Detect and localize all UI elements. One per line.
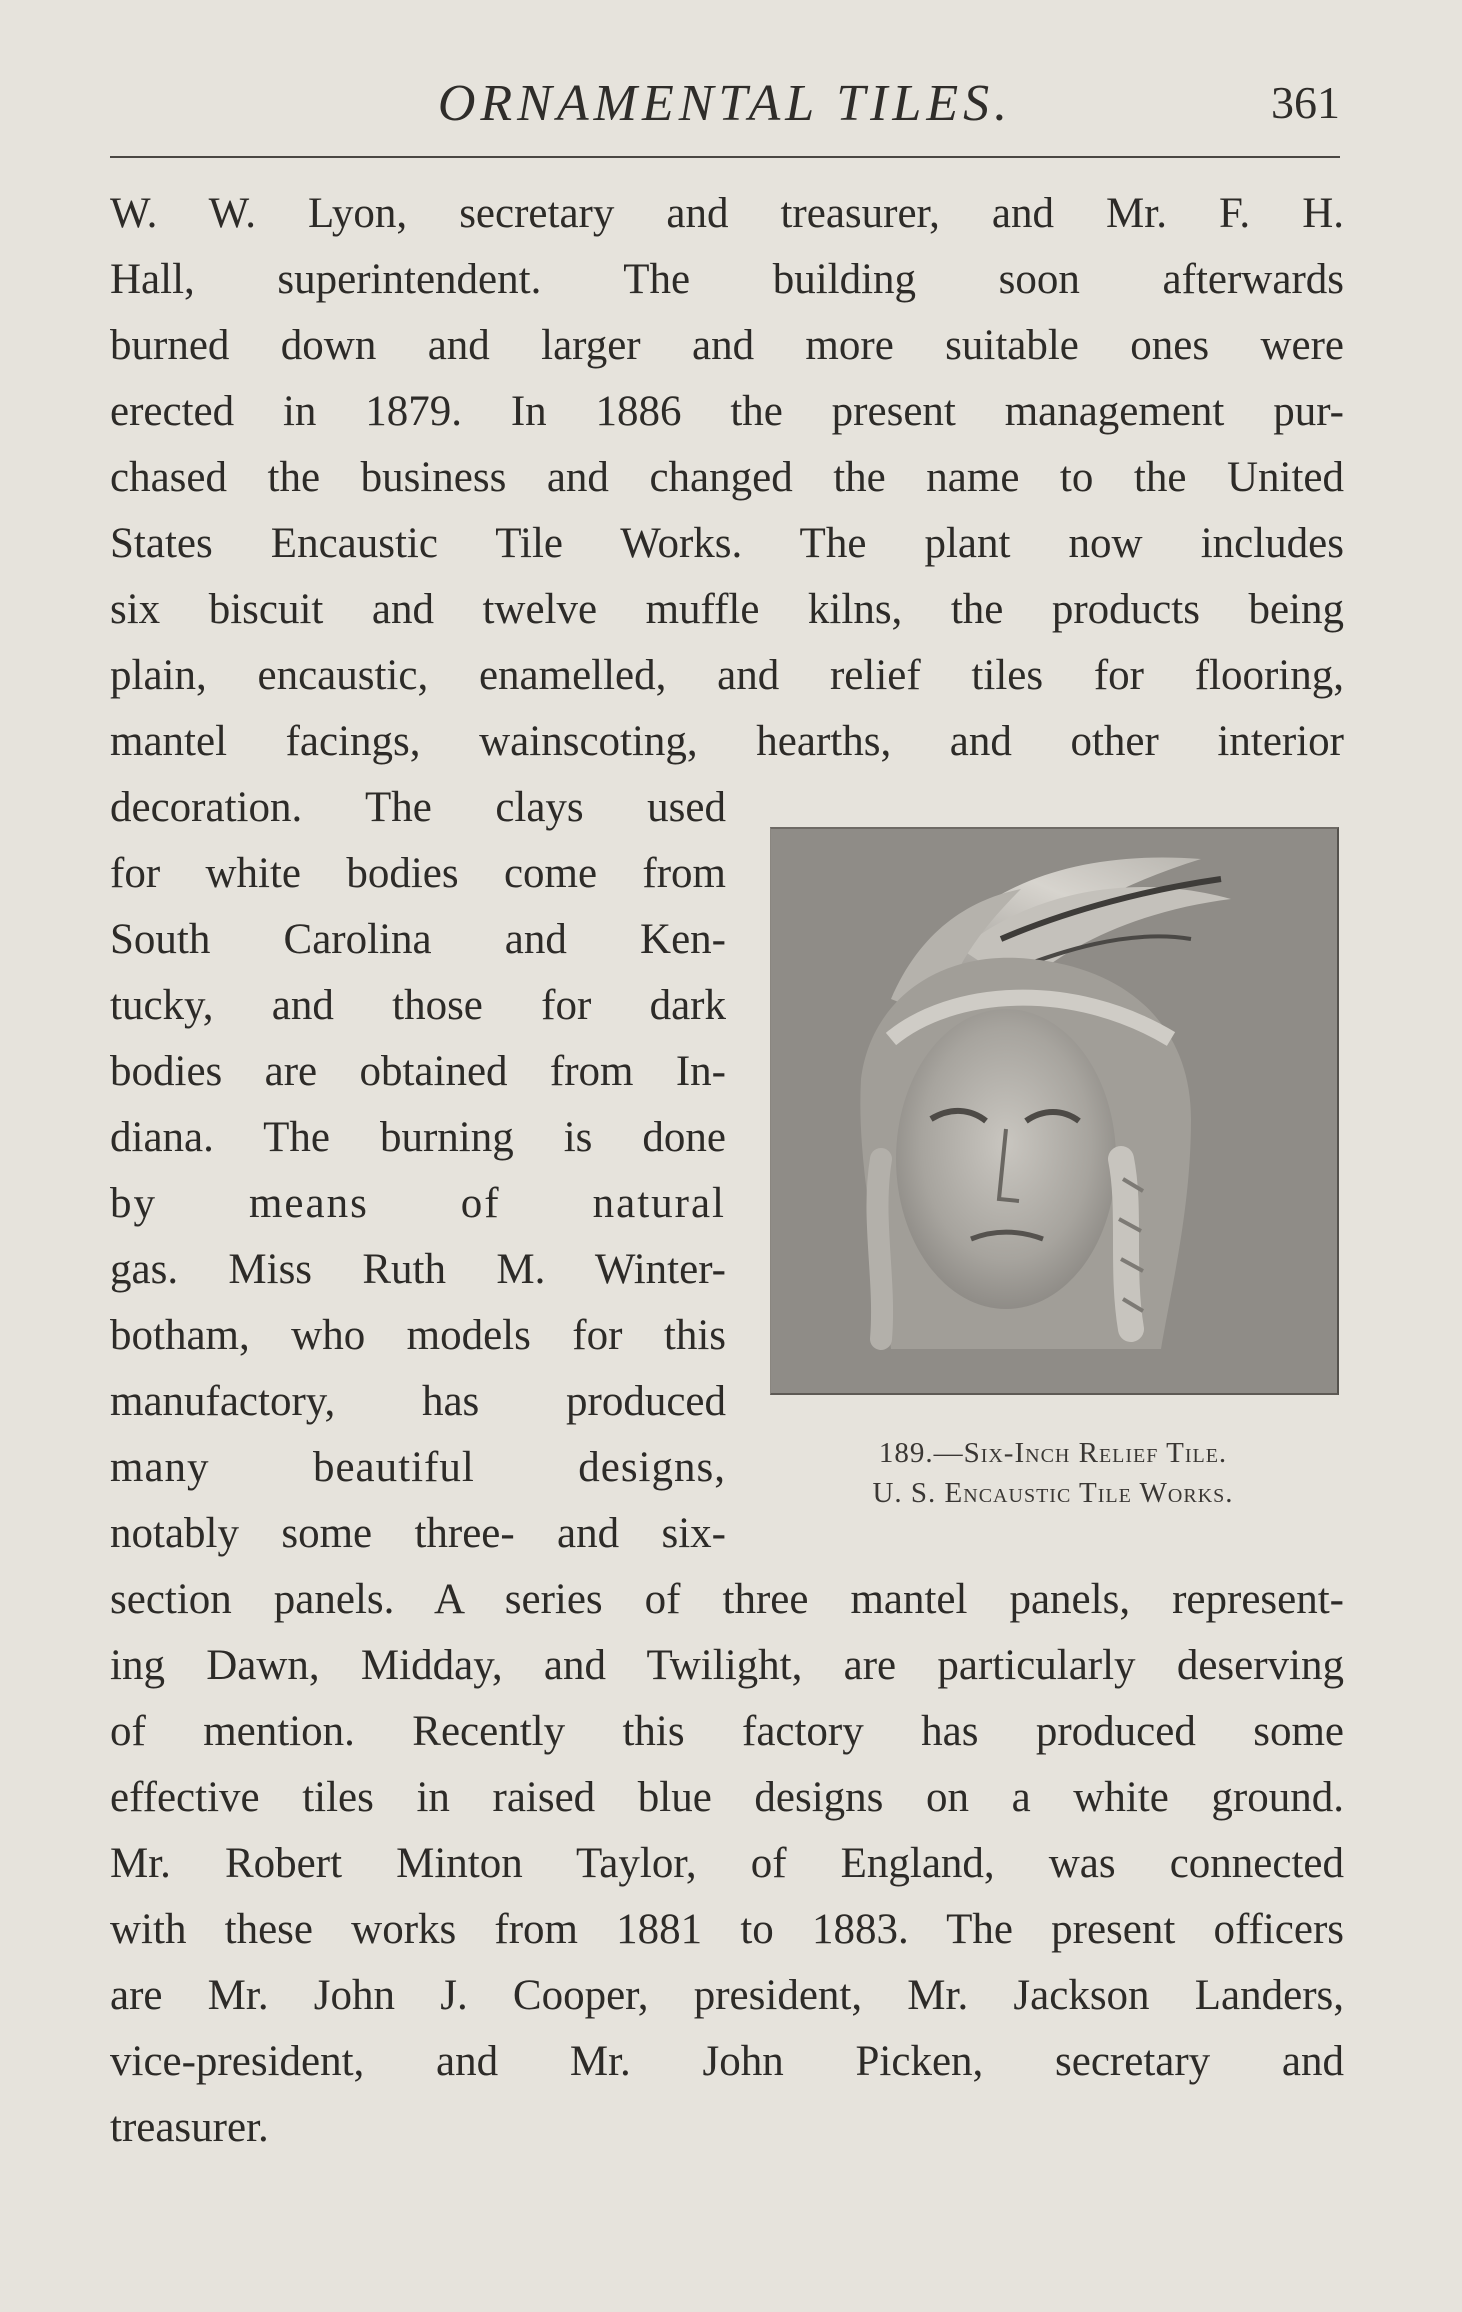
text-line: treasurer.: [110, 2104, 269, 2151]
text-line: manufactory, has produced: [110, 1378, 726, 1425]
text-line: of mention. Recently this factory has produced some: [110, 1708, 1344, 1755]
text-line: erected in 1879. In 1886 the present management pur-: [110, 388, 1344, 435]
text-line: diana. The burning is done: [110, 1114, 726, 1161]
text-line: mantel facings, wainscoting, hearths, and other interior: [110, 718, 1344, 765]
text-line: ing Dawn, Midday, and Twilight, are particularly deserving: [110, 1642, 1344, 1689]
text-line: notably some three- and six-: [110, 1510, 726, 1557]
text-line: with these works from 1881 to 1883. The present officers: [110, 1906, 1344, 1953]
running-head: [110, 74, 1340, 144]
text-line: six biscuit and twelve muffle kilns, the products being: [110, 586, 1344, 633]
running-title: ORNAMENTAL TILES.: [437, 75, 1013, 132]
text-line: States Encaustic Tile Works. The plant now includes: [110, 520, 1344, 567]
text-line: W. W. Lyon, secretary and treasurer, and Mr. F. H.: [110, 190, 1344, 237]
text-line: bodies are obtained from In-: [110, 1048, 726, 1095]
text-line: vice-president, and Mr. John Picken, secretary and: [110, 2038, 1344, 2085]
figure-caption: 189.—Six-Inch Relief Tile.: [878, 1437, 1228, 1469]
text-line: burned down and larger and more suitable ones were: [110, 322, 1344, 369]
text-line: section panels. A series of three mantel panels, represent-: [110, 1576, 1344, 1623]
header-rule: [110, 156, 1340, 158]
figure-caption-source: U. S. Encaustic Tile Works.: [872, 1477, 1234, 1509]
text-line: gas. Miss Ruth M. Winter-: [110, 1246, 726, 1293]
text-line: chased the business and changed the name to the United: [110, 454, 1344, 501]
text-line: decoration. The clays used: [110, 784, 726, 831]
text-line: plain, encaustic, enamelled, and relief tiles for flooring,: [110, 652, 1344, 699]
text-line: many beautiful designs,: [110, 1444, 726, 1491]
text-line: are Mr. John J. Cooper, president, Mr. Jackson Landers,: [110, 1972, 1344, 2019]
text-line: Hall, superintendent. The building soon afterwards: [110, 256, 1344, 303]
text-line: by means of natural: [110, 1180, 726, 1227]
text-line: Mr. Robert Minton Taylor, of England, was connected: [110, 1840, 1344, 1887]
page-number: 361: [1271, 77, 1340, 128]
text-line: for white bodies come from: [110, 850, 726, 897]
text-line: botham, who models for this: [110, 1312, 726, 1359]
text-line: tucky, and those for dark: [110, 982, 726, 1029]
text-line: South Carolina and Ken-: [110, 916, 726, 963]
text-line: effective tiles in raised blue designs on a white ground.: [110, 1774, 1344, 1821]
relief-tile-image: [770, 827, 1339, 1395]
